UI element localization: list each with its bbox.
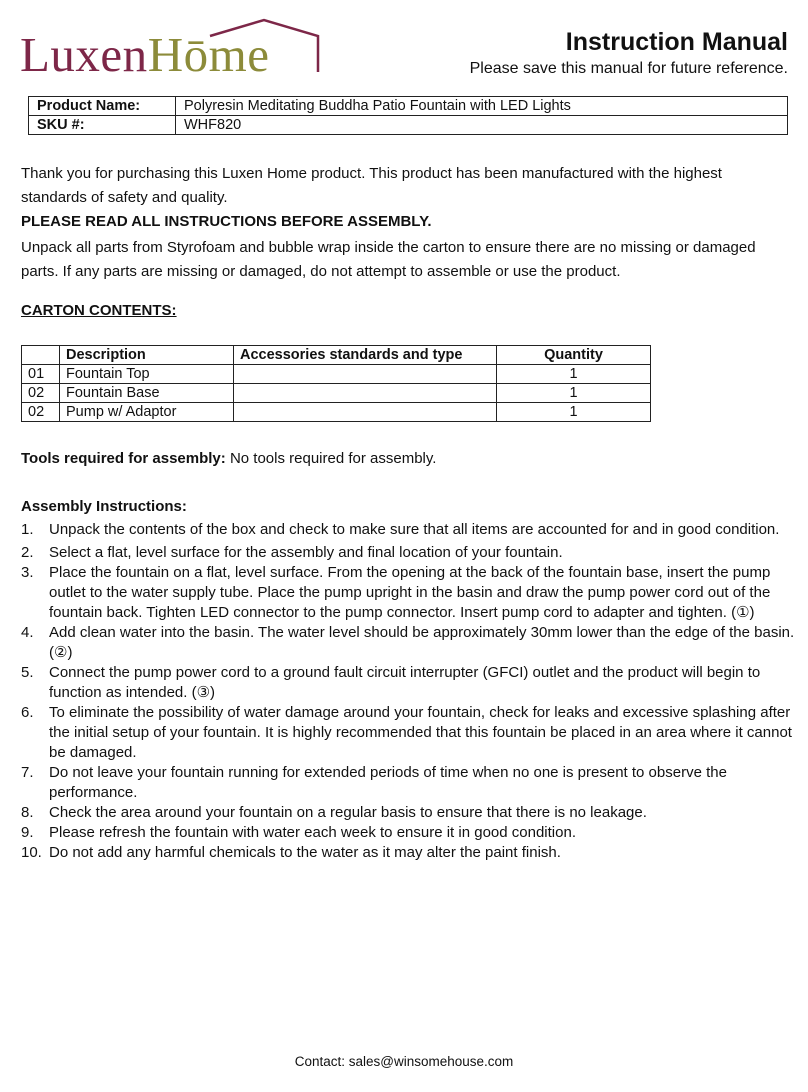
step-number: 6. (21, 704, 34, 721)
sku-value: WHF820 (176, 116, 788, 135)
unpack-line-1: Unpack all parts from Styrofoam and bubble wrap inside the carton to ensure there are no missing or damaged (21, 239, 756, 256)
step-number: 3. (21, 564, 34, 581)
read-instructions-warning: PLEASE READ ALL INSTRUCTIONS BEFORE ASSEMBLY. (21, 213, 432, 230)
row-quantity: 1 (497, 384, 651, 403)
row-description: Fountain Base (60, 384, 234, 403)
list-item (21, 823, 796, 843)
table-row (22, 365, 651, 384)
row-quantity: 1 (497, 403, 651, 422)
list-item (21, 843, 796, 863)
step-text: Add clean water into the basin. The water level should be approximately 30mm lower than the edge of the basin. (②) (49, 624, 795, 661)
row-number: 02 (22, 403, 60, 422)
list-item (21, 703, 796, 763)
row-accessories (234, 403, 497, 422)
assembly-heading: Assembly Instructions: (21, 498, 187, 515)
table-row (29, 116, 788, 135)
step-text: Unpack the contents of the box and check to make sure that all items are accounted for and in good condition. (49, 521, 780, 538)
tools-value: No tools required for assembly. (225, 450, 437, 467)
unpack-line-2: parts. If any parts are missing or damaged, do not attempt to assemble or use the product. (21, 263, 621, 280)
page-subtitle: Please save this manual for future reference. (469, 60, 788, 77)
row-accessories (234, 365, 497, 384)
intro-line-1: Thank you for purchasing this Luxen Home product. This product has been manufactured with the highest (21, 165, 722, 182)
contact-footer: Contact: sales@winsomehouse.com (294, 1054, 514, 1069)
step-text: Place the fountain on a flat, level surface. From the opening at the back of the fountain base, insert the pump outlet to the water supply tube. Place the pump upright in the basin and draw the pump power cord out of the fountain back. Tighten LED connector to the pump connector. Insert pump cord to adapter and tighten. (①) (49, 564, 771, 621)
step-number: 10. (21, 844, 42, 861)
step-text: Do not add any harmful chemicals to the water as it may alter the paint finish. (49, 844, 561, 861)
tools-required (21, 447, 436, 471)
step-number: 2. (21, 544, 34, 561)
tools-label: Tools required for assembly: (21, 450, 226, 467)
row-quantity: 1 (497, 365, 651, 384)
logo-part-luxen: Luxen (20, 27, 148, 82)
product-name-label: Product Name: (29, 97, 176, 116)
step-text: Connect the pump power cord to a ground fault circuit interrupter (GFCI) outlet and the product will begin to function as intended. (③) (49, 664, 761, 701)
column-header: Description (60, 346, 234, 365)
column-header (22, 346, 60, 365)
table-row (22, 384, 651, 403)
row-accessories (234, 384, 497, 403)
intro-line-2: standards of safety and quality. (21, 189, 228, 206)
row-number: 02 (22, 384, 60, 403)
step-number: 7. (21, 764, 34, 781)
step-text: Check the area around your fountain on a regular basis to ensure that there is no leakage. (49, 804, 647, 821)
row-description: Pump w/ Adaptor (60, 403, 234, 422)
logo-wordmark (20, 26, 269, 83)
table-row (22, 403, 651, 422)
column-header: Quantity (497, 346, 651, 365)
step-number: 9. (21, 824, 34, 841)
list-item (21, 563, 796, 623)
carton-contents-table (21, 345, 651, 422)
product-info-table (28, 96, 788, 135)
sku-label: SKU #: (29, 116, 176, 135)
step-number: 8. (21, 804, 34, 821)
row-number: 01 (22, 365, 60, 384)
step-text: Select a flat, level surface for the assembly and final location of your fountain. (49, 544, 563, 561)
list-item (21, 763, 796, 803)
step-text: To eliminate the possibility of water damage around your fountain, check for leaks and excessive splashing after the initial setup of your fountain. It is highly recommended that this fountain be placed in an area where it cannot be damaged. (49, 704, 792, 761)
list-item (21, 803, 796, 823)
list-item (21, 543, 796, 563)
step-number: 5. (21, 664, 34, 681)
assembly-steps-list (21, 518, 796, 863)
list-item (21, 623, 796, 663)
step-text: Do not leave your fountain running for extended periods of time when no one is present to observe the performance. (49, 764, 727, 801)
step-number: 1. (21, 521, 34, 538)
product-name-value: Polyresin Meditating Buddha Patio Fountain with LED Lights (176, 97, 788, 116)
list-item (21, 518, 796, 542)
step-number: 4. (21, 624, 34, 641)
table-row (29, 97, 788, 116)
carton-contents-heading: CARTON CONTENTS: (21, 302, 177, 319)
page-title: Instruction Manual (565, 28, 788, 56)
list-item (21, 663, 796, 703)
brand-logo (20, 14, 320, 80)
step-text: Please refresh the fountain with water each week to ensure it in good condition. (49, 824, 576, 841)
column-header: Accessories standards and type (234, 346, 497, 365)
logo-part-home: Hōme (147, 27, 270, 82)
table-header-row (22, 346, 651, 365)
row-description: Fountain Top (60, 365, 234, 384)
